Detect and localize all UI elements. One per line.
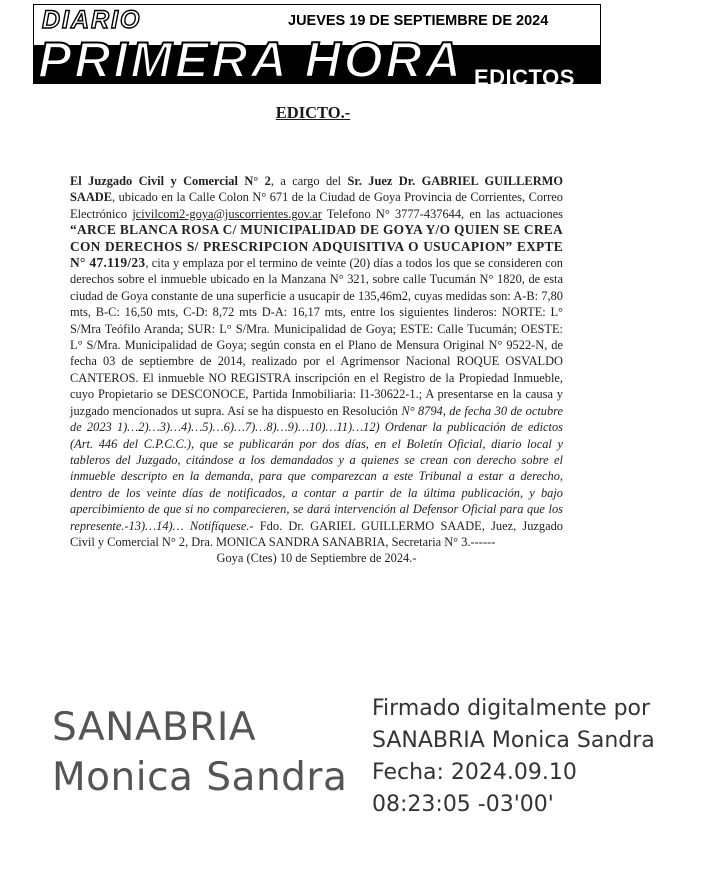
signature-surname: SANABRIA: [52, 705, 257, 750]
text-segment: , ubicado en la Calle Colon N° 671 de la Ciudad de Goya Provincia de Corrientes, Correo Electrónico: [70, 190, 563, 221]
signature-date: Fecha: 2024.09.10: [372, 760, 577, 785]
brand-small: DIARIO: [42, 6, 142, 34]
signature-time: 08:23:05 -03'00': [372, 792, 554, 817]
text-segment: , cita y emplaza por el termino de veinte (20) días a todos los que se consideren con derechos sobre el inmueble ubicado en la Manzana N° 321, sobre calle Tucumán N° 1820, de esta ciudad de Goya constante de una superficie a usucapir de 135,46m2, cuyas medidas son: A-B: 7,80 mts, B-C: 16,50 mts, C-D: 8,72 mts D-A: 16,17 mts, entre los siguientes linderos: NORTE: L° S/Mra Teófilo Aranda; SUR: L° S/Mra. Municipalidad de Goya; ESTE: Calle Tucumán; OESTE: L° S/Mra. Municipalidad de Goya; según consta en el Plano de Mensura Original N° 9522-N, de fecha 03 de septiembre de 2014, realizado por el Agrimensor Nacional ROQUE OSVALDO CANTEROS. El inmueble NO REGISTRA inscripción en el Registro de la Propiedad Inmueble, cuyo Propietario se DESCONOCE, Partida Inmobiliaria: I1-30622-1.; A presentarse en la causa y juzgado mencionados ut supra. Así se ha dispuesto en Resolución: [70, 256, 564, 418]
edict-heading: EDICTO.-: [275, 103, 351, 122]
signature-given-names: Monica Sandra: [52, 755, 348, 800]
closing-line: Goya (Ctes) 10 de Septiembre de 2024.-: [216, 551, 417, 566]
issue-date: JUEVES 19 DE SEPTIEMBRE DE 2024: [288, 13, 549, 29]
edict-body: [70, 173, 563, 567]
signature-signed-by: Firmado digitalmente por: [372, 696, 651, 721]
section-label: EDICTOS: [474, 65, 575, 84]
court-email: jcivilcom2-goya@juscorrientes.gov.ar: [132, 206, 322, 221]
text-segment: , a cargo del: [270, 174, 348, 188]
text-segment: Telefono N° 3777-437644, en las actuaciones: [321, 206, 563, 221]
resolution-text: N° 8794, de fecha 30 de octubre de 2023 1)…2)…3)…4)…5)…6)…7)…8)…9)…10)…11)…12) Ordenar la publicación de edictos (Art. 446 del C.P.C.C.), que se publicarán por dos días, en el Boletín Oficial, diario local y tableros del Juzgado, citándose a los demandados y a quienes se crean con derecho sobre el inmueble descripto en la demanda, para que comparezcan a este Tribunal a estar a derecho, dentro de los veinte días de notificados, a contar a partir de la última publicación, y bajo apercibimiento de que si no comparecieren, se dará intervención al Defensor Oficial para que los represente.-13)…14)… Notifíquese.-: [70, 403, 564, 533]
edict-paragraph: [70, 173, 563, 550]
case-title: “ARCE BLANCA ROSA C/ MUNICIPALIDAD DE GOYA Y/O QUIEN SE CREA CON DERECHOS S/ PRESCRIPCION ADQUISITIVA O USUCAPION” EXPTE N° 47.119/23: [70, 222, 563, 271]
signature-name: [52, 703, 347, 803]
signature-details: [372, 693, 655, 821]
brand-large: PRIMERA HORA: [38, 32, 464, 84]
signature-signer: SANABRIA Monica Sandra: [372, 728, 655, 753]
masthead: [33, 4, 601, 84]
court-name: El Juzgado Civil y Comercial N° 2: [70, 174, 271, 188]
judge-name: Sr. Juez Dr. GABRIEL GUILLERMO SAADE: [70, 174, 563, 205]
signatories: Fdo. Dr. GARIEL GUILLERMO SAADE, Juez, Juzgado Civil y Comercial N° 2, Dra. MONICA SANDRA SANABRIA, Secretaria N° 3.------: [70, 518, 564, 549]
